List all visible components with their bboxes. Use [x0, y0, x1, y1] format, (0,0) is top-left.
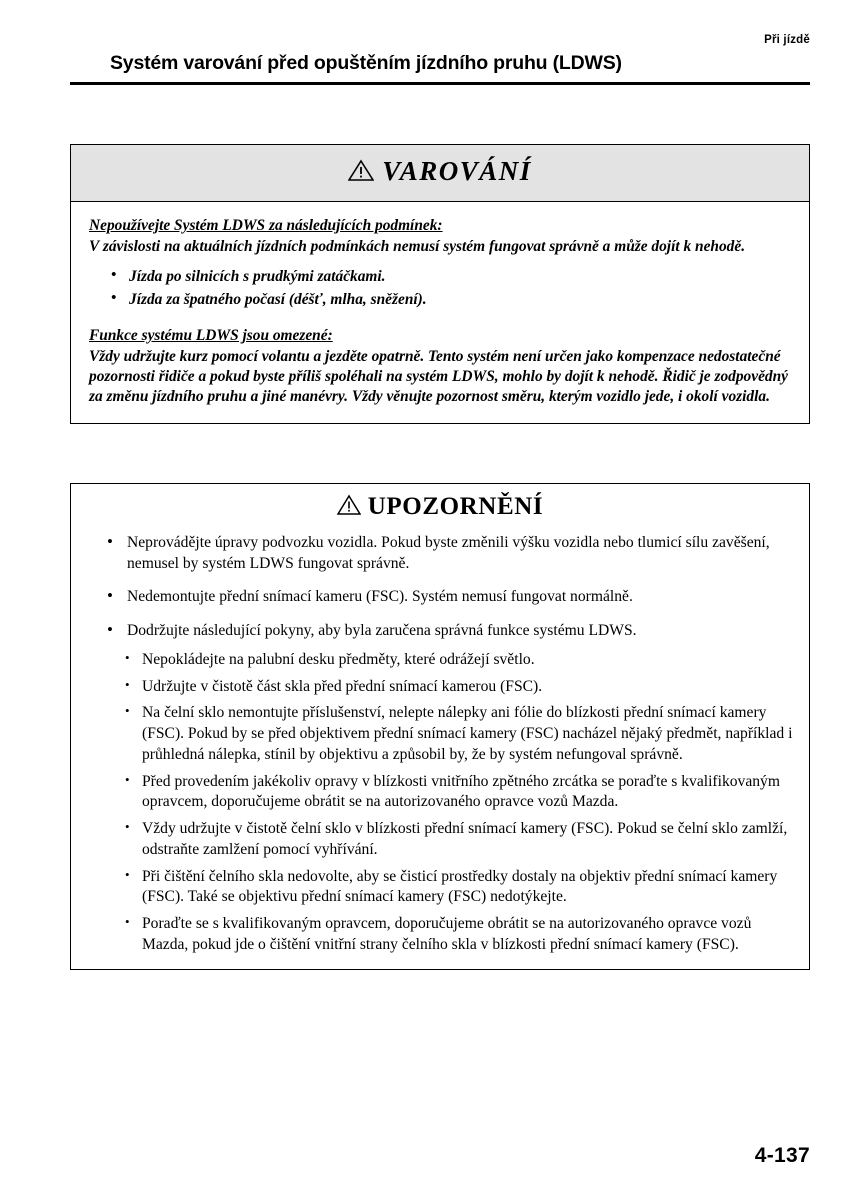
page-title: Systém varování před opuštěním jízdního pruhu (LDWS) — [110, 52, 622, 74]
caution-triangle-icon — [337, 494, 361, 523]
warning-bullet-list — [89, 267, 791, 310]
list-item: • Poraďte se s kvalifikovaným opravcem, doporučujeme obrátit se na autorizovaného opravce vozů Mazda, pokud jde o čištění vnitřní strany čelního skla v blízkosti přední snímací kamery (FSC). — [123, 914, 793, 955]
warning-heading-line — [348, 156, 532, 186]
warning-paragraph-2: Vždy udržujte kurz pomocí volantu a jezděte opatrně. Tento systém není určen jako kompenzace nedostatečné pozornosti řidiče a pokud byste příliš spoléhali na systém LDWS, mohlo by dojít k nehodě. Řidič je zodpovědný za změnu jízdního pruhu a jiné manévry. Vždy věnujte pozornost směru, kterým vozidlo jede, i okolí vozidla. — [89, 348, 789, 406]
list-item: • Před provedením jakékoliv opravy v blízkosti vnitřního zpětného zrcátka se poraďte s kvalifikovaným opravcem, doporučujeme obrátit se na autorizovaného opravce vozů Mazda. — [123, 772, 793, 813]
warning-box — [70, 144, 810, 424]
list-item: • Nepokládejte na palubní desku předměty, které odrážejí světlo. — [123, 650, 793, 671]
list-item: • Při čištění čelního skla nedovolte, aby se čisticí prostředky dostaly na objektiv přední snímací kamery (FSC). Také se objektivu přední snímací kamery (FSC) nedotýkejte. — [123, 867, 793, 908]
warning-triangle-icon — [348, 158, 374, 189]
caution-box — [70, 483, 810, 970]
warning-subheading-2: Funkce systému LDWS jsou omezené: — [89, 327, 333, 345]
caution-sub-bullet-list — [87, 650, 793, 956]
title-divider — [70, 82, 810, 85]
list-item: • Neprovádějte úpravy podvozku vozidla. Pokud byste změnili výšku vozidla nebo tlumicí sílu zavěšení, nemusel by systém LDWS fungovat správně. — [105, 533, 793, 574]
spacer — [89, 314, 791, 326]
running-head: Při jízdě — [764, 34, 810, 46]
caution-heading-line — [337, 493, 543, 520]
page-header — [70, 34, 810, 85]
list-item: • Na čelní sklo nemontujte příslušenství, nelepte nálepky ani fólie do blízkosti přední snímací kamery (FSC). Pokud by se před objektivem přední snímací kamery (FSC) nacházel nějaký předmět, například i průhledná nálepka, stínil by objektivu a způsobil by, že by systém nefungoval správně. — [123, 703, 793, 765]
list-item: • Jízda po silnicích s prudkými zatáčkami. — [111, 267, 791, 287]
warning-heading-text: VAROVÁNÍ — [382, 156, 532, 186]
caution-box-header — [71, 484, 809, 529]
list-item: • Nedemontujte přední snímací kameru (FSC). Systém nemusí fungovat normálně. — [105, 587, 793, 608]
warning-box-header — [71, 145, 809, 202]
page-number: 4-137 — [754, 1144, 810, 1167]
warning-subheading-1: Nepoužívejte Systém LDWS za následujících podmínek: — [89, 217, 443, 234]
caution-heading-text: UPOZORNĚNÍ — [367, 493, 544, 520]
list-item: • Vždy udržujte v čistotě čelní sklo v blízkosti přední snímací kamery (FSC). Pokud se čelní sklo zamlží, odstraňte zamlžení pomocí vyhřívání. — [123, 819, 793, 860]
list-item: • Udržujte v čistotě část skla před přední snímací kamerou (FSC). — [123, 677, 793, 698]
warning-box-body — [71, 202, 809, 423]
caution-box-body — [71, 529, 809, 955]
warning-paragraph-1: V závislosti na aktuálních jízdních podmínkách nemusí systém fungovat správně a může dojít k nehodě. — [89, 238, 746, 256]
caution-bullet-list — [87, 533, 793, 642]
list-item: • Dodržujte následující pokyny, aby byla zaručena správná funkce systému LDWS. — [105, 621, 793, 642]
list-item: • Jízda za špatného počasí (déšť, mlha, sněžení). — [111, 290, 791, 310]
